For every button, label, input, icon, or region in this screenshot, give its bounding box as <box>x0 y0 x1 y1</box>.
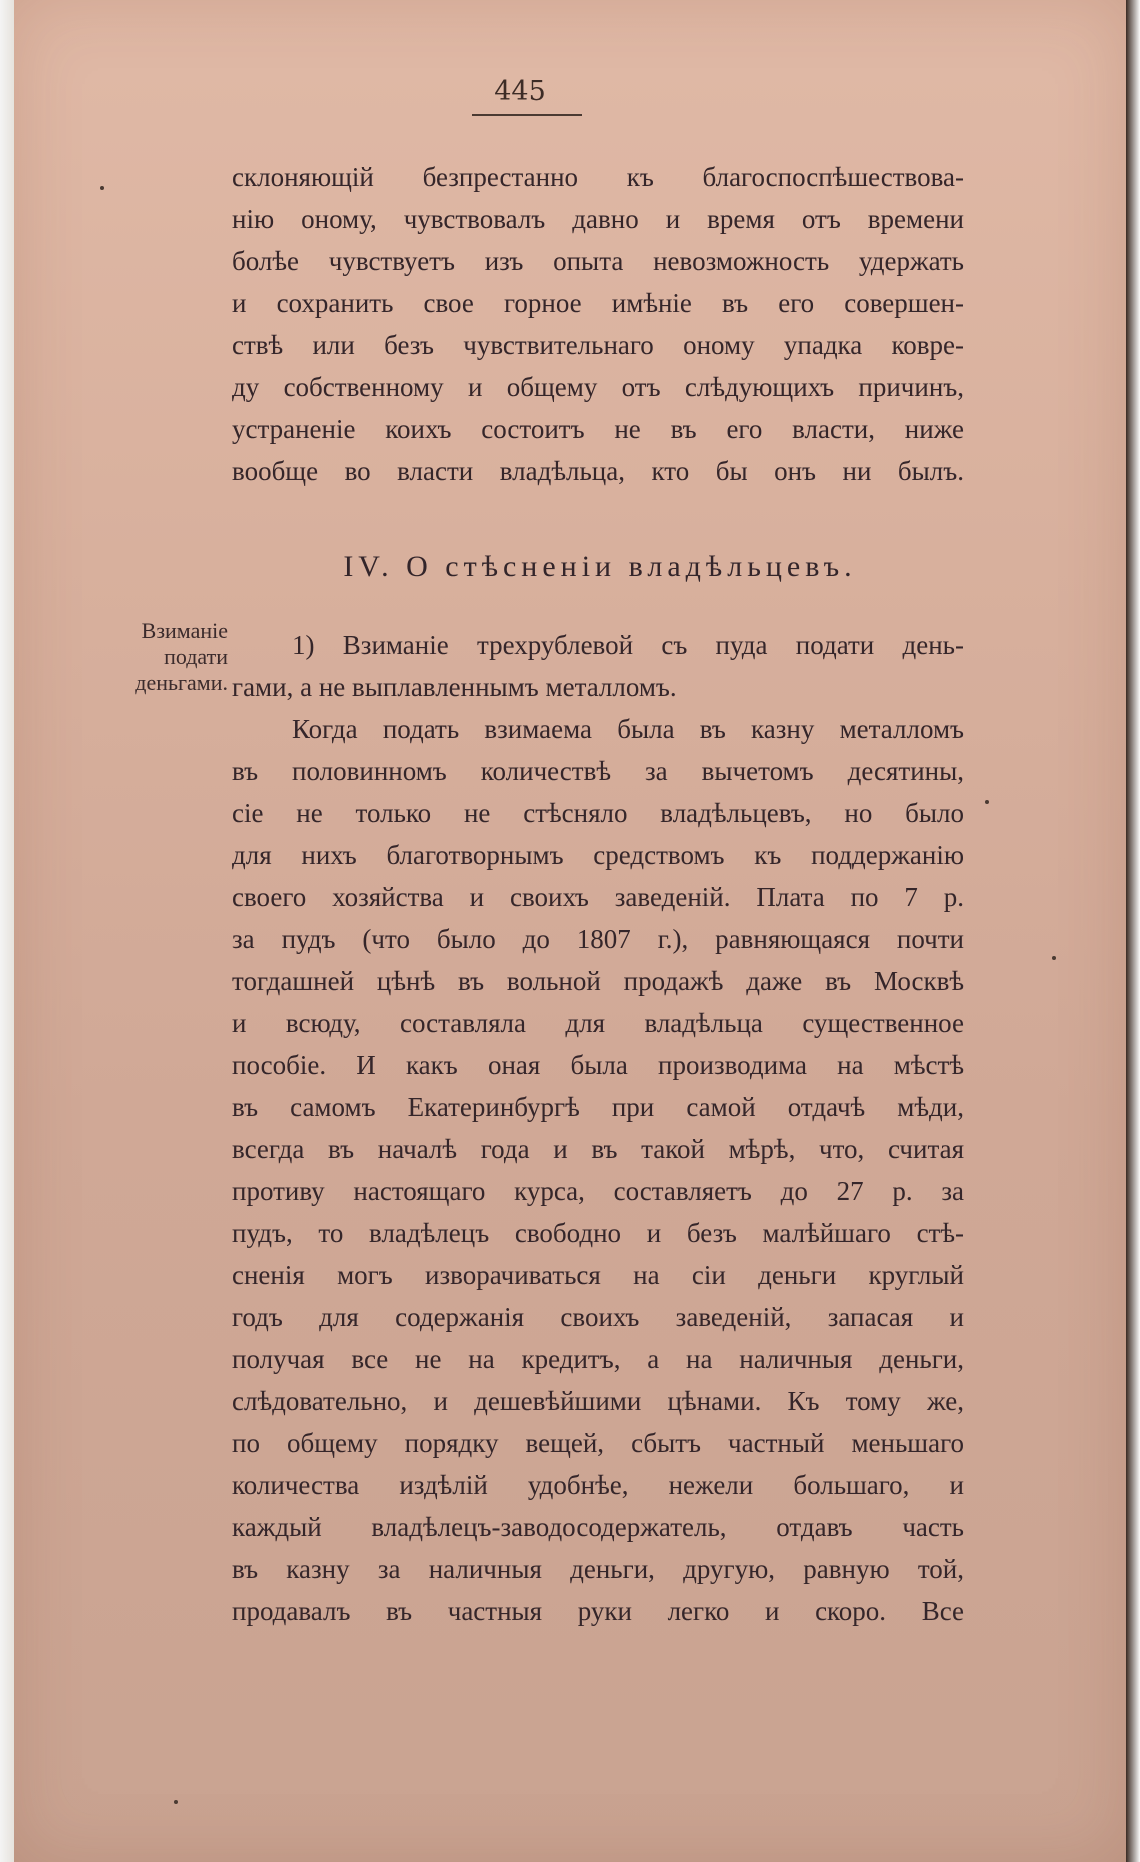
text-line: за пудъ (что было до 1807 г.), равняющаяся почти <box>232 924 964 954</box>
text-line: каждый владѣлецъ-заводосодержатель, отдавъ часть <box>232 1512 964 1542</box>
text-line: сненія могъ изворачиваться на сіи деньги круглый <box>232 1260 964 1290</box>
stray-mark <box>100 186 104 190</box>
text-line: въ самомъ Екатеринбургѣ при самой отдачѣ мѣди, <box>232 1092 964 1122</box>
header-rule <box>472 114 582 116</box>
text-line: ду собственному и общему отъ слѣдующихъ причинъ, <box>232 372 964 402</box>
text-line: гами, а не выплавленнымъ металломъ. <box>232 672 677 702</box>
text-line: для нихъ благотворнымъ средствомъ къ поддержанію <box>232 840 964 870</box>
scan-left-margin <box>0 0 14 1862</box>
text-line: противу настоящаго курса, составляетъ до 27 р. за <box>232 1176 964 1206</box>
text-line: своего хозяйства и своихъ заведеній. Плата по 7 р. <box>232 882 964 912</box>
text-line: пудъ, то владѣлецъ свободно и безъ малѣйшаго стѣ- <box>232 1218 964 1248</box>
text-line: слѣдовательно, и дешевѣйшими цѣнами. Къ тому же, <box>232 1386 964 1416</box>
stray-mark <box>1052 956 1056 960</box>
stray-mark <box>174 1800 178 1804</box>
text-line: Когда подать взимаема была въ казну металломъ <box>292 714 964 744</box>
text-line: въ казну за наличныя деньги, другую, равную той, <box>232 1554 964 1584</box>
text-line: и сохранить свое горное имѣніе въ его совершен- <box>232 288 964 318</box>
text-line: сіе не только не стѣсняло владѣльцевъ, но было <box>232 798 964 828</box>
paragraph-main <box>232 708 964 1632</box>
text-line: продавалъ въ частныя руки легко и скоро. Все <box>232 1596 964 1626</box>
text-line: вообще во власти владѣльца, кто бы онъ ни былъ. <box>232 456 964 486</box>
text-line: нію оному, чувствовалъ давно и время отъ времени <box>232 204 964 234</box>
margin-note-line: Взиманіе <box>141 618 228 643</box>
text-line: и всюду, составляла для владѣльца существенное <box>232 1008 964 1038</box>
text-line: 1) Взиманіе трехрублевой съ пуда подати день- <box>292 630 964 660</box>
page-number: 445 <box>494 76 546 107</box>
scan-right-edge <box>1126 0 1140 1862</box>
text-line: пособіе. И какъ оная была производима на мѣстѣ <box>232 1050 964 1080</box>
section-heading: IV. О стѣсненіи владѣльцевъ. <box>343 550 857 583</box>
text-line: устраненіе коихъ состоитъ не въ его власти, ниже <box>232 414 964 444</box>
text-line: количества издѣлій удобнѣе, нежели большаго, и <box>232 1470 964 1500</box>
text-line: по общему порядку вещей, сбытъ частный меньшаго <box>232 1428 964 1458</box>
text-line: болѣе чувствуетъ изъ опыта невозможность удержать <box>232 246 964 276</box>
text-line: получая все не на кредитъ, а на наличныя деньги, <box>232 1344 964 1374</box>
text-line: склоняющій безпрестанно къ благоспоспѣшествова- <box>232 162 964 192</box>
text-line: ствѣ или безъ чувствительнаго оному упадка ковре- <box>232 330 964 360</box>
text-line: всегда въ началѣ года и въ такой мѣрѣ, что, считая <box>232 1134 964 1164</box>
margin-note-line: подати <box>164 644 228 669</box>
text-line: годъ для содержанія своихъ заведеній, запасая и <box>232 1302 964 1332</box>
paragraph-continued <box>232 156 964 492</box>
paragraph-subsection <box>232 624 964 708</box>
text-line: въ половинномъ количествѣ за вычетомъ десятины, <box>232 756 964 786</box>
margin-note <box>88 618 228 696</box>
text-line: тогдашней цѣнѣ въ вольной продажѣ даже въ Москвѣ <box>232 966 964 996</box>
stray-mark <box>985 800 989 804</box>
margin-note-line: деньгами. <box>135 670 228 695</box>
